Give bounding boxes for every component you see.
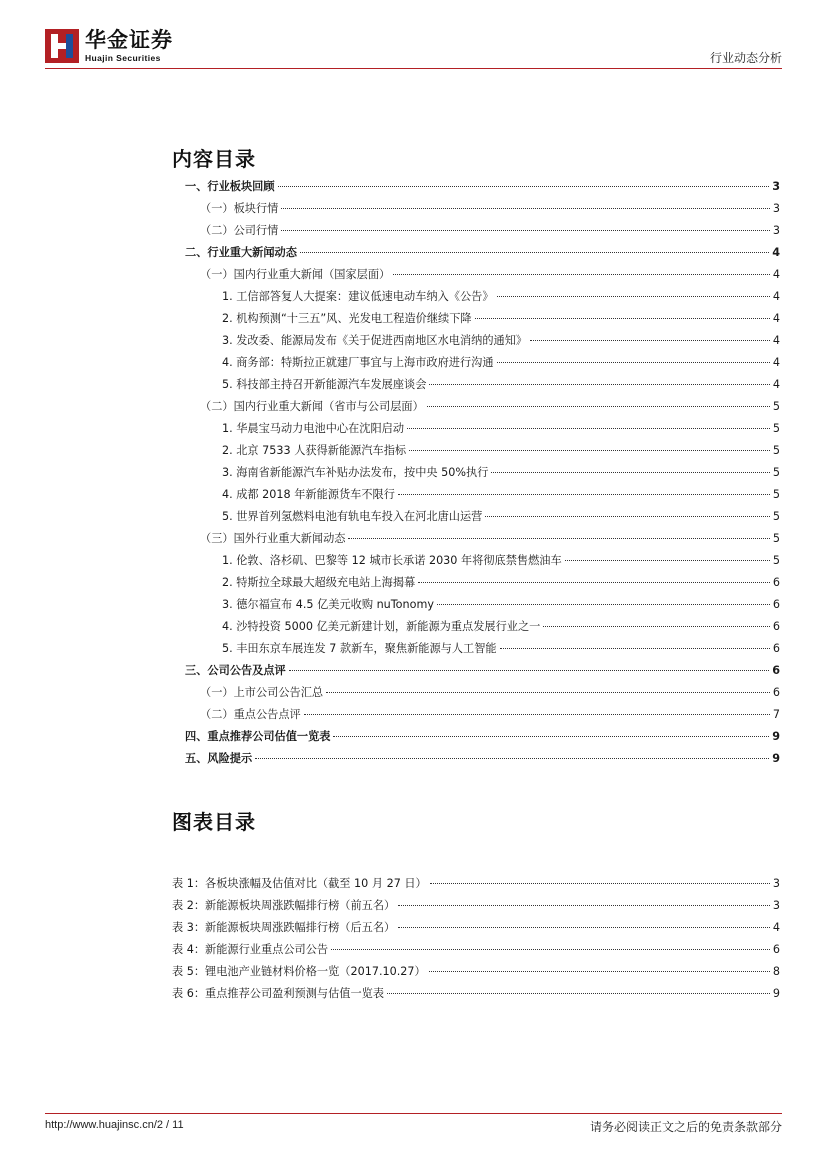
dot-leader xyxy=(491,472,769,473)
toc-entry-page: 6 xyxy=(772,664,780,677)
toc-entry[interactable] xyxy=(172,486,780,508)
toc-entry[interactable] xyxy=(172,310,780,332)
table-list-entry-title: 表 4：新能源行业重点公司公告 xyxy=(172,943,329,956)
list-of-tables xyxy=(172,875,780,1007)
toc-entry[interactable] xyxy=(172,684,780,706)
dot-leader xyxy=(475,318,770,319)
table-list-entry-title: 表 2：新能源板块周涨跌幅排行榜（前五名） xyxy=(172,899,396,912)
toc-entry-page: 5 xyxy=(772,400,780,413)
toc-entry-page: 4 xyxy=(772,356,780,369)
toc-entry-page: 6 xyxy=(772,576,780,589)
toc-entry-title: 1. 工信部答复人大提案：建议低速电动车纳入《公告》 xyxy=(222,290,494,303)
toc-entry-page: 6 xyxy=(772,598,780,611)
table-list-entry[interactable] xyxy=(172,919,780,941)
toc-entry-title: 2. 北京 7533 人获得新能源汽车指标 xyxy=(222,444,407,457)
toc-entry-page: 6 xyxy=(772,686,780,699)
toc-entry[interactable] xyxy=(172,508,780,530)
table-list-entry-title: 表 3：新能源板块周涨跌幅排行榜（后五名） xyxy=(172,921,396,934)
toc-entry[interactable] xyxy=(172,662,780,684)
table-list-entry[interactable] xyxy=(172,985,780,1007)
toc-entry-page: 5 xyxy=(772,554,780,567)
toc-entry-page: 4 xyxy=(772,246,780,259)
toc-entry-page: 4 xyxy=(772,312,780,325)
toc-entry[interactable] xyxy=(172,376,780,398)
dot-leader xyxy=(407,428,770,429)
toc-entry[interactable] xyxy=(172,222,780,244)
toc-entry[interactable] xyxy=(172,288,780,310)
dot-leader xyxy=(387,993,770,994)
dot-leader xyxy=(429,971,770,972)
company-logo xyxy=(45,28,173,64)
toc-entry-page: 5 xyxy=(772,466,780,479)
toc-entry-page: 3 xyxy=(772,224,780,237)
header-divider xyxy=(45,68,782,69)
table-list-entry-page: 3 xyxy=(772,899,780,912)
dot-leader xyxy=(281,208,770,209)
toc-entry-title: 5. 世界首列氢燃料电池有轨电车投入在河北唐山运营 xyxy=(222,510,483,523)
toc-entry-page: 7 xyxy=(772,708,780,721)
toc-entry-page: 5 xyxy=(772,444,780,457)
toc-entry-title: 5. 科技部主持召开新能源汽车发展座谈会 xyxy=(222,378,427,391)
toc-entry-title: 二、行业重大新闻动态 xyxy=(185,246,297,259)
dot-leader xyxy=(278,186,770,187)
toc-entry[interactable] xyxy=(172,442,780,464)
table-of-contents xyxy=(172,178,780,772)
toc-entry[interactable] xyxy=(172,706,780,728)
table-list-entry[interactable] xyxy=(172,963,780,985)
dot-leader xyxy=(398,927,770,928)
dot-leader xyxy=(255,758,769,759)
dot-leader xyxy=(427,406,770,407)
table-list-entry-page: 9 xyxy=(772,987,780,1000)
dot-leader xyxy=(430,883,770,884)
toc-entry-title: 4. 成都 2018 年新能源货车不限行 xyxy=(222,488,395,501)
logo-chinese-name: 华金证券 xyxy=(85,27,173,52)
toc-entry-page: 5 xyxy=(772,488,780,501)
toc-entry-title: 四、重点推荐公司估值一览表 xyxy=(185,730,331,743)
dot-leader xyxy=(543,626,770,627)
toc-entry[interactable] xyxy=(172,618,780,640)
toc-entry-title: 1. 伦敦、洛杉矶、巴黎等 12 城市长承诺 2030 年将彻底禁售燃油车 xyxy=(222,554,562,567)
toc-entry-title: 3. 发改委、能源局发布《关于促进西南地区水电消纳的通知》 xyxy=(222,334,528,347)
toc-entry-title: 五、风险提示 xyxy=(185,752,253,765)
toc-entry[interactable] xyxy=(172,200,780,222)
toc-entry[interactable] xyxy=(172,178,780,200)
toc-entry-title: 3. 德尔福宣布 4.5 亿美元收购 nuTonomy xyxy=(222,598,434,611)
toc-entry-page: 3 xyxy=(772,180,780,193)
dot-leader xyxy=(393,274,770,275)
table-list-entry[interactable] xyxy=(172,875,780,897)
table-list-entry-title: 表 1：各板块涨幅及估值对比（截至 10 月 27 日） xyxy=(172,877,427,890)
footer-url-page[interactable]: http://www.huajinsc.cn/2 / 11 xyxy=(45,1119,184,1131)
toc-entry-page: 6 xyxy=(772,642,780,655)
table-list-entry-title: 表 5：锂电池产业链材料价格一览（2017.10.27） xyxy=(172,965,426,978)
table-list-entry[interactable] xyxy=(172,897,780,919)
toc-entry[interactable] xyxy=(172,332,780,354)
toc-entry-title: （一）上市公司公告汇总 xyxy=(200,686,324,699)
toc-entry[interactable] xyxy=(172,244,780,266)
toc-entry-title: 2. 机构预测“十三五”风、光发电工程造价继续下降 xyxy=(222,312,472,325)
toc-entry-title: （二）国内行业重大新闻（省市与公司层面） xyxy=(200,400,424,413)
logo-mark-icon xyxy=(45,29,79,63)
toc-entry-title: 4. 沙特投资 5000 亿美元新建计划，新能源为重点发展行业之一 xyxy=(222,620,541,633)
toc-entry-page: 9 xyxy=(772,730,780,743)
dot-leader xyxy=(348,538,769,539)
dot-leader xyxy=(398,494,770,495)
toc-entry[interactable] xyxy=(172,398,780,420)
toc-title: 内容目录 xyxy=(172,147,256,171)
table-list-entry-page: 8 xyxy=(772,965,780,978)
footer-disclaimer: 请务必阅读正文之后的免责条款部分 xyxy=(589,1120,782,1134)
toc-entry[interactable] xyxy=(172,596,780,618)
toc-entry[interactable] xyxy=(172,750,780,772)
toc-entry-title: 5. 丰田东京车展连发 7 款新车，聚焦新能源与人工智能 xyxy=(222,642,497,655)
dot-leader xyxy=(429,384,769,385)
table-list-entry-page: 4 xyxy=(772,921,780,934)
table-list-entry[interactable] xyxy=(172,941,780,963)
toc-entry[interactable] xyxy=(172,552,780,574)
toc-entry-page: 5 xyxy=(772,532,780,545)
toc-entry-title: （一）板块行情 xyxy=(200,202,279,215)
toc-entry[interactable] xyxy=(172,574,780,596)
dot-leader xyxy=(304,714,770,715)
toc-entry-title: 三、公司公告及点评 xyxy=(185,664,286,677)
dot-leader xyxy=(497,296,770,297)
toc-entry[interactable] xyxy=(172,266,780,288)
toc-entry-title: （二）重点公告点评 xyxy=(200,708,301,721)
page-header xyxy=(45,28,782,68)
dot-leader xyxy=(398,905,770,906)
toc-entry[interactable] xyxy=(172,420,780,442)
toc-entry[interactable] xyxy=(172,728,780,750)
dot-leader xyxy=(485,516,770,517)
toc-entry-page: 9 xyxy=(772,752,780,765)
table-list-entry-page: 6 xyxy=(772,943,780,956)
dot-leader xyxy=(331,949,770,950)
dot-leader xyxy=(333,736,769,737)
toc-entry-page: 4 xyxy=(772,378,780,391)
document-type: 行业动态分析 xyxy=(709,51,782,65)
toc-entry-title: 一、行业板块回顾 xyxy=(185,180,275,193)
dot-leader xyxy=(497,362,770,363)
dot-leader xyxy=(565,560,770,561)
toc-entry[interactable] xyxy=(172,464,780,486)
figure-list-title: 图表目录 xyxy=(172,810,256,834)
dot-leader xyxy=(530,340,770,341)
toc-entry-page: 6 xyxy=(772,620,780,633)
toc-entry-page: 4 xyxy=(772,268,780,281)
toc-entry-page: 3 xyxy=(772,202,780,215)
dot-leader xyxy=(500,648,770,649)
table-list-entry-page: 3 xyxy=(772,877,780,890)
dot-leader xyxy=(289,670,770,671)
toc-entry[interactable] xyxy=(172,354,780,376)
toc-entry-page: 5 xyxy=(772,422,780,435)
dot-leader xyxy=(300,252,769,253)
toc-entry-title: 1. 华晨宝马动力电池中心在沈阳启动 xyxy=(222,422,405,435)
table-list-entry-title: 表 6：重点推荐公司盈利预测与估值一览表 xyxy=(172,987,385,1000)
toc-entry-title: （二）公司行情 xyxy=(200,224,279,237)
toc-entry-title: （三）国外行业重大新闻动态 xyxy=(200,532,346,545)
toc-entry-title: 4. 商务部：特斯拉正就建厂事宜与上海市政府进行沟通 xyxy=(222,356,494,369)
toc-entry-title: 3. 海南省新能源汽车补贴办法发布，按中央 50%执行 xyxy=(222,466,489,479)
toc-entry-page: 4 xyxy=(772,334,780,347)
toc-entry-title: 2. 特斯拉全球最大超级充电站上海揭幕 xyxy=(222,576,416,589)
dot-leader xyxy=(437,604,770,605)
dot-leader xyxy=(326,692,770,693)
toc-entry-title: （一）国内行业重大新闻（国家层面） xyxy=(200,268,391,281)
toc-entry[interactable] xyxy=(172,530,780,552)
logo-english-name: Huajin Securities xyxy=(85,52,161,63)
footer-divider xyxy=(45,1113,782,1114)
toc-entry[interactable] xyxy=(172,640,780,662)
dot-leader xyxy=(281,230,770,231)
dot-leader xyxy=(409,450,770,451)
dot-leader xyxy=(418,582,770,583)
toc-entry-page: 4 xyxy=(772,290,780,303)
toc-entry-page: 5 xyxy=(772,510,780,523)
